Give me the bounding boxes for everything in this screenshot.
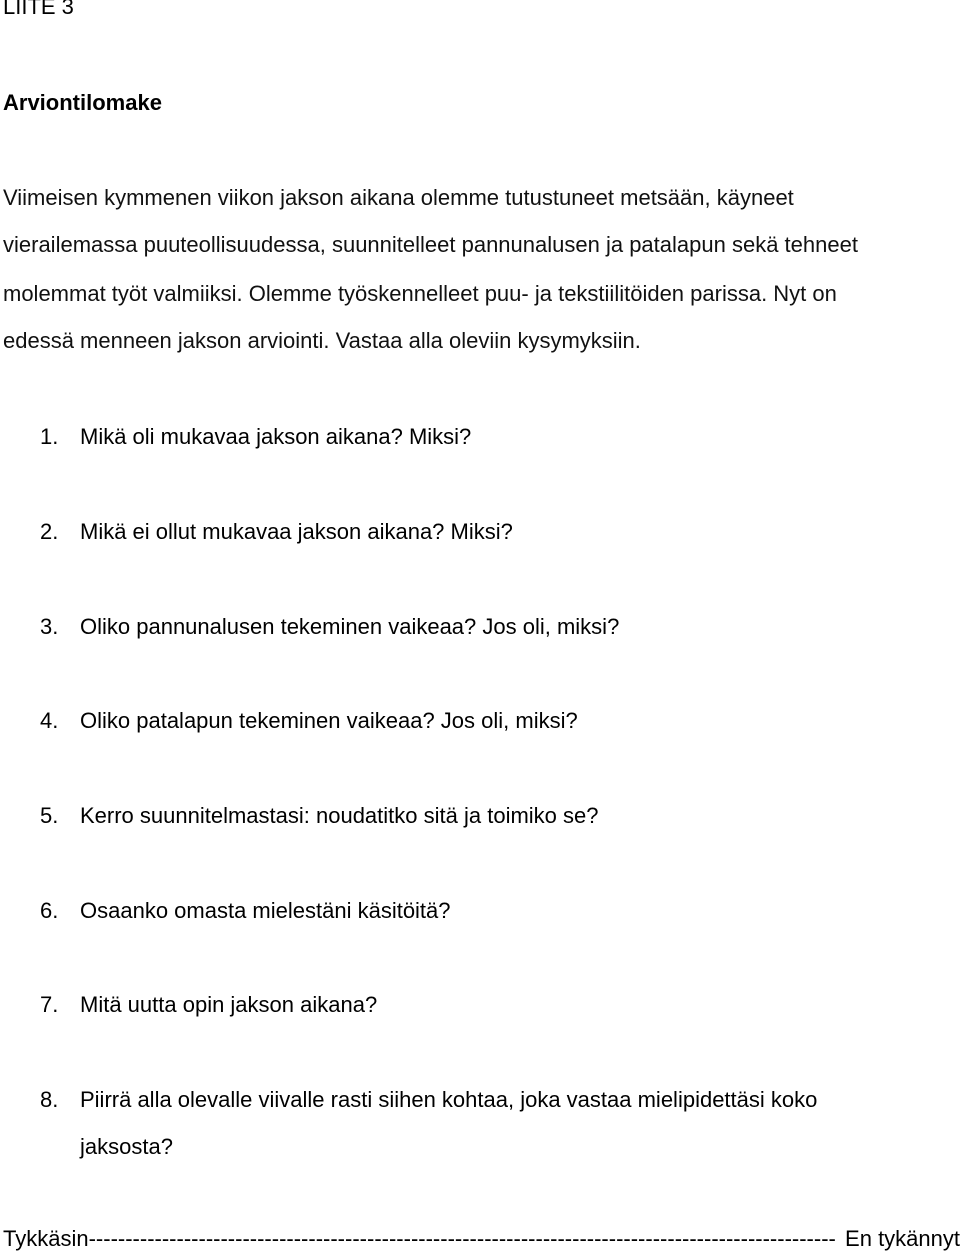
- question-text: Mikä ei ollut mukavaa jakson aikana? Miksi?: [80, 519, 513, 544]
- question-text: Mikä oli mukavaa jakson aikana? Miksi?: [80, 424, 472, 449]
- intro-line: vierailemassa puuteollisuudessa, suunnitelleet pannunalusen ja patalapun sekä tehneet: [3, 232, 858, 257]
- page-title: Arviontilomake: [3, 90, 162, 115]
- question-text: Oliko pannunalusen tekeminen vaikeaa? Jos oli, miksi?: [80, 614, 620, 639]
- question-number: 7.: [40, 992, 59, 1017]
- intro-line: molemmat työt valmiiksi. Olemme työskennelleet puu- ja tekstiilitöiden parissa. Nyt on: [3, 281, 837, 306]
- question-number: 1.: [40, 424, 59, 449]
- rating-scale[interactable]: [3, 1224, 960, 1254]
- intro-line: edessä menneen jakson arviointi. Vastaa alla oleviin kysymyksiin.: [3, 328, 641, 353]
- scale-right-label: En tykännyt: [845, 1226, 960, 1251]
- question-text: Oliko patalapun tekeminen vaikeaa? Jos oli, miksi?: [80, 708, 578, 733]
- question-text: Mitä uutta opin jakson aikana?: [80, 992, 378, 1017]
- question-number: 8.: [40, 1087, 59, 1112]
- question-number: 3.: [40, 614, 59, 639]
- question-text: Kerro suunnitelmastasi: noudatitko sitä ja toimiko se?: [80, 803, 599, 828]
- question-number: 4.: [40, 708, 59, 733]
- question-number: 2.: [40, 519, 59, 544]
- question-text: Piirrä alla olevalle viivalle rasti siihen kohtaa, joka vastaa mielipidettäsi koko: [80, 1087, 818, 1112]
- intro-line: Viimeisen kymmenen viikon jakson aikana olemme tutustuneet metsään, käyneet: [3, 185, 794, 210]
- question-text: Osaanko omasta mielestäni käsitöitä?: [80, 898, 451, 923]
- scale-left-label: Tykkäsin: [3, 1226, 89, 1251]
- question-number: 6.: [40, 898, 59, 923]
- page-header: LIITE 3: [3, 0, 74, 19]
- question-number: 5.: [40, 803, 59, 828]
- scale-line[interactable]: ------------------------------------------------------------------------------------------------------: [88, 1226, 836, 1251]
- question-text-continued: jaksosta?: [80, 1134, 173, 1159]
